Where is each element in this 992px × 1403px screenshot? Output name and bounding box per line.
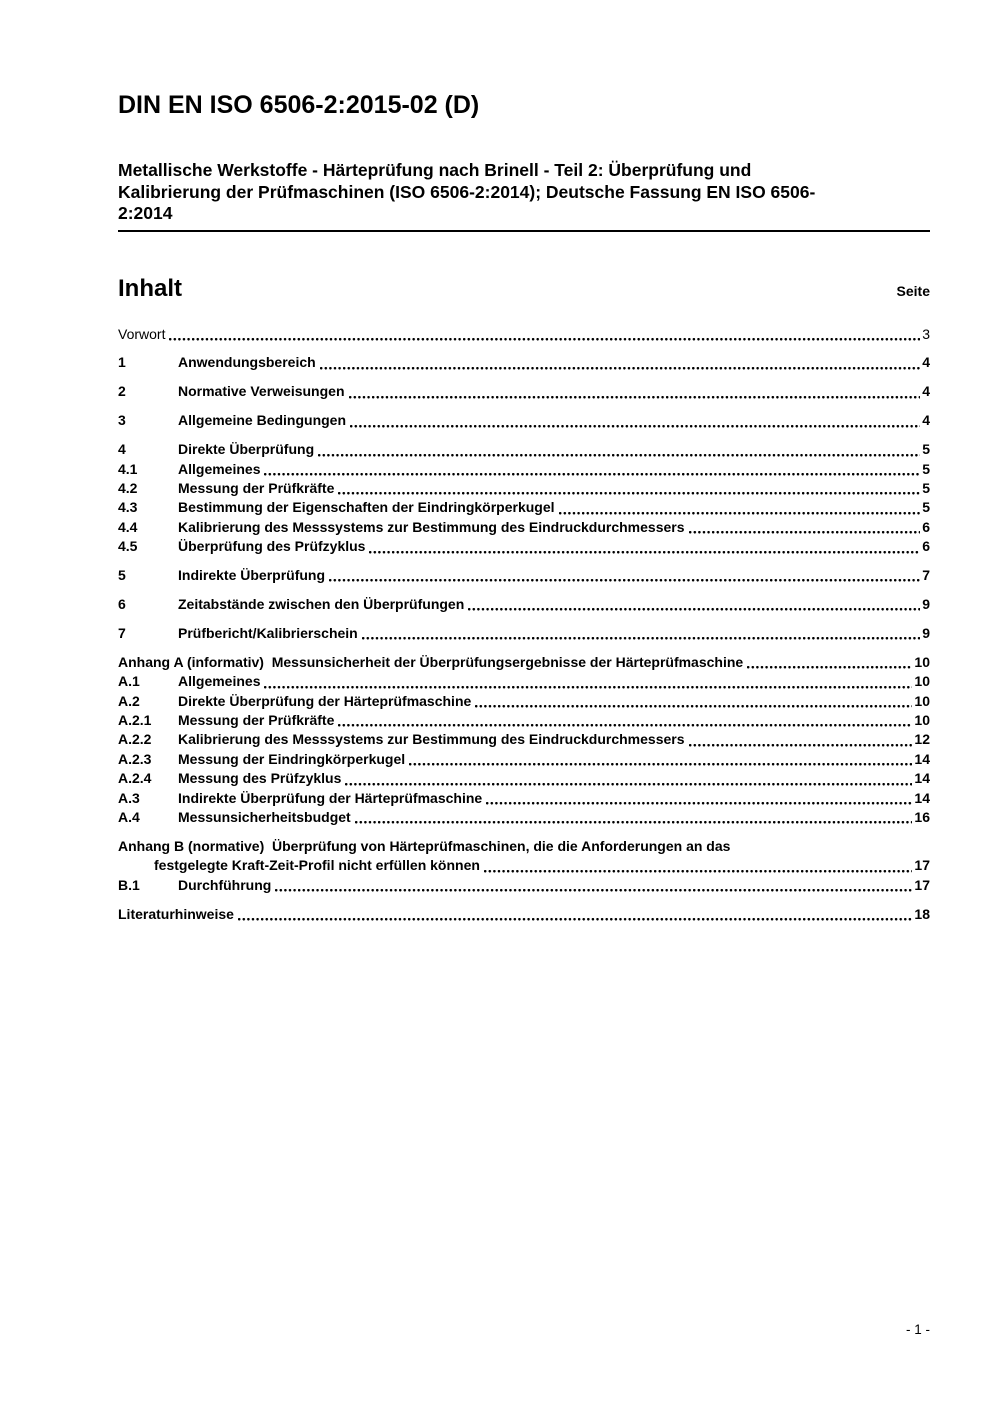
toc-entry[interactable] [118,479,930,498]
toc-entry[interactable] [118,411,930,430]
document-title-line-1: Metallische Werkstoffe - Härteprüfung nach Brinell - Teil 2: Überprüfung und [118,160,752,180]
toc-entry-label: Durchführung [178,876,272,893]
toc-entry-page: 9 [922,624,930,641]
toc-entry-label: Messung der Prüfkräfte [178,479,335,496]
toc-entry[interactable] [118,730,930,749]
toc-entry-page: 10 [914,692,930,709]
toc-entry-page: 5 [922,441,930,458]
toc-entry-page: 14 [914,789,930,806]
toc-entry-number: 4.5 [118,538,138,555]
document-title-line-3: 2:2014 [118,203,173,223]
toc-entry[interactable] [118,750,930,769]
toc-entry-label: Anwendungsbereich [178,354,316,371]
toc-entry[interactable] [118,518,930,537]
toc-entry-page: 6 [922,538,930,555]
toc-entry-label: Anhang A (informativ) Messunsicherheit der Überprüfungsergebnisse der Härteprüfmaschine [118,653,744,670]
document-id: DIN EN ISO 6506-2:2015-02 (D) [118,91,480,119]
toc-entry[interactable] [118,537,930,556]
toc-entry[interactable] [118,905,930,924]
toc-entry[interactable] [154,856,930,875]
toc-leader-dots [747,666,912,669]
toc-leader-dots [320,367,921,370]
toc-heading: Inhalt [118,274,182,302]
toc-leader-dots [369,551,920,554]
toc-entry-page: 9 [922,595,930,612]
toc-entry-number: A.2.4 [118,770,152,787]
toc-leader-dots [475,705,912,708]
toc-leader-dots [349,396,921,399]
toc-entry-page: 16 [914,809,930,826]
toc-entry-label: Allgemeines [178,673,261,690]
toc-header [118,274,930,303]
toc-entry-number: 1 [118,354,126,371]
toc-leader-dots [329,579,920,582]
toc-entry-number: 4.3 [118,499,138,516]
toc-leader-dots [264,686,912,689]
toc-entry-label: Kalibrierung des Messsystems zur Bestimmung des Eindruckdurchmessers [178,518,685,535]
toc-entry-page: 10 [914,673,930,690]
toc-entry-number: 5 [118,567,126,584]
toc-entry[interactable] [118,460,930,479]
toc-entry[interactable] [118,837,930,856]
toc-entry-label: Normative Verweisungen [178,383,345,400]
toc-entry-number: 4.1 [118,460,138,477]
toc-leader-dots [355,821,913,824]
toc-leader-dots [409,763,912,766]
toc-entry-label: Direkte Überprüfung [178,441,315,458]
toc-entry[interactable] [118,692,930,711]
toc-entry-page: 3 [922,325,930,342]
toc-entry-number: A.2.3 [118,750,152,767]
toc-entry-label: Messung der Prüfkräfte [178,712,335,728]
toc-entry-number: B.1 [118,876,140,893]
toc-entry-label: Prüfbericht/Kalibrierschein [178,624,358,641]
toc-entry-page: 7 [922,567,930,584]
toc-leader-dots [689,531,921,534]
toc-entry-number: A.4 [118,809,140,826]
toc-entry-number: A.2.1 [118,712,152,728]
document-title [118,160,930,232]
toc-entry-page: 4 [922,412,930,429]
toc-entry[interactable] [118,595,930,614]
toc-leader-dots [559,512,921,515]
toc-leader-dots [318,454,920,457]
toc-entry-label: Allgemeine Bedingungen [178,412,347,429]
toc-entry[interactable] [118,382,930,401]
toc-entry-number: 4 [118,441,126,458]
toc-leader-dots [350,425,920,428]
toc-leader-dots [264,473,920,476]
toc-entry-number: A.3 [118,789,140,806]
toc-entry-label: Messung der Eindringkörperkugel [178,750,406,767]
toc-entry-number: 3 [118,412,126,429]
toc-entry-label: festgelegte Kraft-Zeit-Profil nicht erfüllen können [154,857,480,874]
toc-entry-label: Messunsicherheitsbudget [178,809,351,826]
toc-leader-dots [468,608,920,611]
toc-entry[interactable] [118,566,930,585]
toc-entry-page: 18 [914,905,930,922]
toc-entry[interactable] [118,353,930,372]
toc-entry[interactable] [118,624,930,643]
toc-entry-page: 10 [914,712,930,728]
toc-leader-dots [484,870,913,873]
toc-entry-label: Anhang B (normative) Überprüfung von Härteprüfmaschinen, die die Anforderungen an das [118,837,731,854]
toc-leader-dots [238,918,913,921]
toc-entry-number: 4.4 [118,518,138,535]
toc-entry[interactable] [118,672,930,691]
toc-entry-page: 14 [914,750,930,767]
toc-entry-page: 4 [922,383,930,400]
toc-entry-page: 5 [922,479,930,496]
toc-entry-label: Kalibrierung des Messsystems zur Bestimmung des Eindruckdurchmessers [178,731,685,748]
toc-entry-label: Bestimmung der Eigenschaften der Eindringkörperkugel [178,499,555,516]
toc-entry-label: Allgemeines [178,460,261,477]
toc-entry-page: 17 [914,876,930,893]
toc-entry[interactable] [118,769,930,788]
toc-entry-label: Literaturhinweise [118,905,234,922]
toc-leader-dots [169,338,920,341]
toc-page-column-label: Seite [896,282,930,299]
toc-entry-label: Überprüfung des Prüfzyklus [178,538,366,555]
toc-leader-dots [338,492,920,495]
toc-entry-number: A.1 [118,673,140,690]
toc-entry-number: 2 [118,383,126,400]
toc-entry-page: 4 [922,354,930,371]
toc-entry[interactable] [118,808,930,827]
toc-leader-dots [362,637,920,640]
toc-leader-dots [275,889,912,892]
toc-entry[interactable] [118,789,930,808]
toc-entry-label: Zeitabstände zwischen den Überprüfungen [178,595,465,612]
toc-entry-page: 5 [922,460,930,477]
toc-entry-number: A.2 [118,692,140,709]
toc-entry-number: A.2.2 [118,731,152,748]
toc-entry-page: 17 [914,857,930,874]
toc-entry-page: 5 [922,499,930,516]
toc-entry-label: Indirekte Überprüfung der Härteprüfmaschine [178,789,483,806]
toc-entry-number: 4.2 [118,479,138,496]
toc-entry-page: 6 [922,518,930,535]
toc-leader-dots [345,783,912,786]
toc-entry-label: Indirekte Überprüfung [178,567,326,584]
toc-leader-dots [486,802,912,805]
table-of-contents [118,325,930,925]
toc-entry[interactable] [118,440,930,459]
toc-entry-page: 14 [914,770,930,787]
toc-entry-label: Direkte Überprüfung der Härteprüfmaschine [178,692,472,709]
toc-entry-number: 6 [118,595,126,612]
toc-entry[interactable] [118,325,930,344]
document-title-line-2: Kalibrierung der Prüfmaschinen (ISO 6506-2:2014); Deutsche Fassung EN ISO 6506- [118,181,816,202]
toc-leader-dots [338,724,912,727]
toc-entry[interactable] [118,711,930,730]
toc-entry-label: Messung des Prüfzyklus [178,770,342,787]
toc-entry-page: 10 [914,653,930,670]
toc-entry[interactable] [118,498,930,517]
toc-entry-number: 7 [118,624,126,641]
toc-leader-dots [689,744,913,747]
page-number: - 1 - [905,1322,930,1337]
toc-entry-label: Vorwort [118,325,166,342]
toc-entry[interactable] [118,653,930,672]
toc-entry-page: 12 [914,731,930,748]
toc-entry[interactable] [118,876,930,895]
